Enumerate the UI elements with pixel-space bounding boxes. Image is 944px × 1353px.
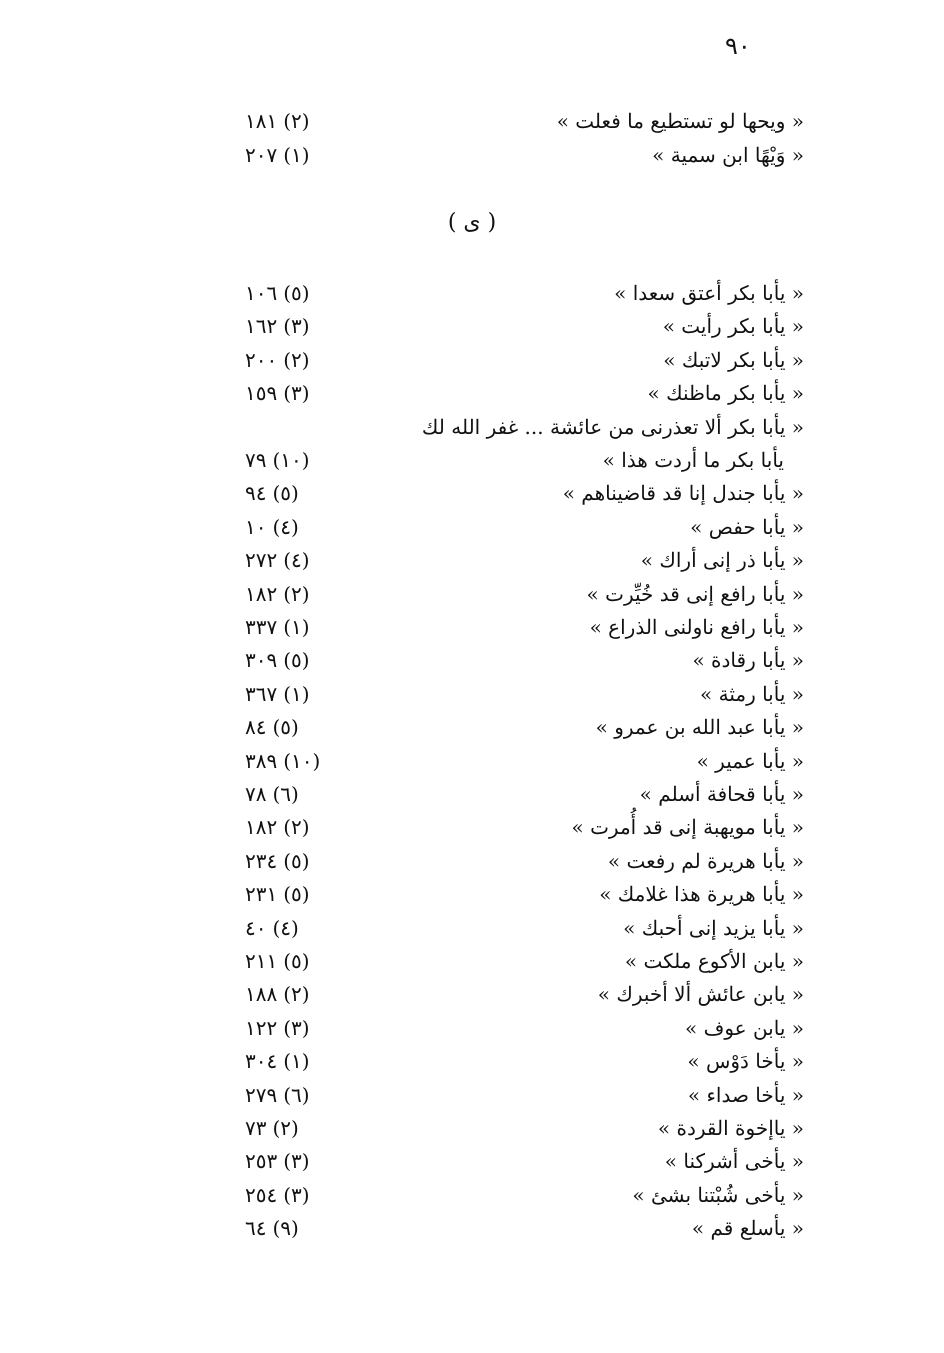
page-reference: ٢٠٠ — [245, 347, 278, 372]
page-reference: ٢٥٤ — [245, 1182, 278, 1207]
entry-reference — [245, 278, 350, 308]
entry-reference — [245, 1046, 350, 1076]
page-reference: ١٨٢ — [245, 581, 278, 606]
entry-text: « يأخى شُبْتنا بشئ » — [632, 1182, 804, 1207]
index-entry — [0, 478, 944, 508]
entry-text: « وَيْهًا ابن سمية » — [652, 143, 804, 167]
index-entry — [0, 846, 944, 876]
volume-number: (٦) — [272, 782, 299, 806]
page-reference: ٢٥٣ — [245, 1149, 278, 1174]
page-reference: ٢٠٧ — [245, 143, 278, 167]
entry-text: « يأبا جندل إنا قد قاضيناهم » — [562, 481, 804, 506]
volume-number: (١) — [283, 615, 310, 639]
entry-text: « يأبا هريرة لم رفعت » — [607, 848, 804, 873]
entry-text: « يأبا قحافة أسلم » — [639, 782, 804, 806]
index-entry — [0, 946, 944, 976]
entry-reference — [245, 311, 350, 341]
entry-reference — [245, 545, 350, 575]
entry-text: « يأبا مويهبة إنى قد أُمرت » — [571, 815, 804, 840]
entry-reference — [245, 712, 350, 742]
volume-number: (١٠) — [272, 448, 310, 472]
entry-reference — [245, 1080, 350, 1110]
page-reference: ١٠ — [245, 514, 267, 539]
page-reference: ٣٨٩ — [245, 748, 278, 773]
volume-number: (٥) — [272, 715, 299, 740]
entry-reference — [245, 478, 350, 508]
entry-reference — [245, 779, 350, 809]
volume-number: (٤) — [272, 915, 299, 940]
entry-reference — [245, 1213, 350, 1243]
page-reference: ٧٩ — [245, 448, 267, 472]
entry-reference — [245, 512, 350, 542]
volume-number: (٦) — [283, 1082, 310, 1107]
volume-number: (٢) — [283, 109, 310, 133]
volume-number: (١٠) — [283, 748, 321, 773]
index-entry — [0, 645, 944, 675]
index-entry — [0, 311, 944, 341]
page-reference: ٢٧٩ — [245, 1082, 278, 1107]
volume-number: (١) — [283, 1049, 310, 1074]
volume-number: (٣) — [283, 1149, 310, 1174]
index-entry — [0, 1013, 944, 1043]
index-entry — [0, 1213, 944, 1243]
page-reference: ٧٣ — [245, 1116, 267, 1140]
entry-reference — [245, 579, 350, 609]
index-entry — [0, 545, 944, 575]
entry-text: « يأبا هريرة هذا غلامك » — [599, 882, 804, 907]
entry-text: « يأبا ذر إنى أراك » — [640, 548, 804, 573]
entry-reference — [245, 979, 350, 1009]
volume-number: (٢) — [272, 1116, 299, 1140]
entry-text: « يابن عوف » — [685, 1015, 804, 1040]
index-entry — [0, 1080, 944, 1110]
volume-number: (٣) — [283, 1182, 310, 1207]
index-entry — [0, 712, 944, 742]
page-reference: ١٨١ — [245, 109, 278, 133]
page-reference: ٣٠٤ — [245, 1049, 278, 1074]
entry-reference — [245, 1146, 350, 1176]
page-reference: ١٠٦ — [245, 281, 278, 305]
page-reference: ٩٤ — [245, 481, 267, 506]
entry-text: « يأخى أشركنا » — [664, 1149, 804, 1174]
entry-reference — [245, 679, 350, 709]
page-reference: ٨٤ — [245, 715, 267, 740]
index-entry — [0, 445, 944, 475]
entry-reference — [245, 106, 350, 136]
volume-number: (٣) — [283, 1015, 310, 1040]
index-entry — [0, 278, 944, 308]
index-entry — [0, 345, 944, 375]
index-entry — [0, 812, 944, 842]
page-number: ٩٠ — [725, 32, 751, 60]
entry-reference — [245, 879, 350, 909]
entry-text: « يأبا رقادة » — [692, 648, 804, 673]
entry-text: « يأبا يزيد إنى أحبك » — [623, 915, 804, 940]
volume-number: (٢) — [283, 815, 310, 840]
entry-reference — [245, 345, 350, 375]
entry-reference — [245, 645, 350, 675]
volume-number: (٣) — [283, 314, 310, 339]
volume-number: (١) — [283, 143, 310, 167]
volume-number: (٤) — [283, 548, 310, 573]
page-reference: ١٨٨ — [245, 982, 278, 1007]
index-entry — [0, 106, 944, 136]
entry-text: « يابن الأكوع ملكت » — [624, 949, 804, 973]
index-entry — [0, 378, 944, 408]
volume-number: (٢) — [283, 347, 310, 372]
index-entry — [0, 1046, 944, 1076]
entry-text: « يأبا بكر رأيت » — [662, 314, 804, 339]
volume-number: (٤) — [272, 514, 299, 539]
index-entry — [0, 512, 944, 542]
entry-text: « يأبا عبد الله بن عمرو » — [595, 715, 804, 740]
entry-text: « يأبا بكر ماظنك » — [647, 381, 804, 406]
index-entry — [0, 779, 944, 809]
index-entry — [0, 579, 944, 609]
index-entry — [0, 140, 944, 170]
entry-text: « ويحها لو تستطيع ما فعلت » — [556, 109, 804, 133]
entry-reference — [245, 846, 350, 876]
volume-number: (٩) — [272, 1216, 299, 1241]
page-reference: ٢٧٢ — [245, 548, 278, 573]
volume-number: (١) — [283, 681, 310, 706]
page-reference: ٤٠ — [245, 915, 267, 940]
page-reference: ٢٣١ — [245, 882, 278, 907]
volume-number: (٥) — [283, 949, 310, 973]
entry-text: « يأبا رافع ناولنى الذراع » — [589, 615, 804, 639]
volume-number: (٥) — [283, 281, 310, 305]
entry-text: « يأخا دَوْس » — [687, 1049, 804, 1074]
index-entry — [0, 879, 944, 909]
entry-text: « يأبا حفص » — [690, 514, 804, 539]
entry-text: « يأبا بكر لاتبك » — [663, 347, 804, 372]
entry-reference — [245, 913, 350, 943]
entry-reference — [245, 1113, 350, 1143]
page-reference: ١٨٢ — [245, 815, 278, 840]
page-reference: ٣٣٧ — [245, 615, 278, 639]
volume-number: (٥) — [283, 882, 310, 907]
page-reference: ١٥٩ — [245, 381, 278, 406]
volume-number: (٢) — [283, 982, 310, 1007]
volume-number: (٣) — [283, 381, 310, 406]
entry-text: « يأبا رافع إنى قد خُيِّرت » — [586, 581, 804, 606]
section-header: ( ى ) — [447, 210, 497, 235]
entry-text: يأبا بكر ما أردت هذا » — [602, 448, 784, 472]
page-reference: ١٢٢ — [245, 1015, 278, 1040]
index-entry — [0, 679, 944, 709]
entry-reference — [245, 746, 350, 776]
volume-number: (٥) — [272, 481, 299, 506]
entry-text: « يأبا بكر أعتق سعدا » — [614, 281, 804, 305]
entry-reference — [245, 378, 350, 408]
index-entry — [0, 412, 944, 442]
page-reference: ١٦٢ — [245, 314, 278, 339]
entry-text: « يأبا بكر ألا تعذرنى من عائشة ... غفر الله لك — [421, 414, 804, 439]
entry-text: « يابن عائش ألا أخبرك » — [597, 982, 804, 1007]
index-entry — [0, 612, 944, 642]
page-reference: ٧٨ — [245, 782, 267, 806]
entry-text: « يأبا رمثة » — [700, 681, 804, 706]
page-reference: ٣٦٧ — [245, 681, 278, 706]
index-entry — [0, 913, 944, 943]
entry-text: « يأبا عمير » — [696, 748, 804, 773]
index-entry — [0, 746, 944, 776]
page-reference: ٢١١ — [245, 949, 278, 973]
entry-reference — [245, 140, 350, 170]
volume-number: (٢) — [283, 581, 310, 606]
entry-text: « ياإخوة القردة » — [657, 1116, 804, 1140]
entry-reference — [245, 445, 350, 475]
page-reference: ٢٣٤ — [245, 848, 278, 873]
entry-reference — [245, 1180, 350, 1210]
index-entry — [0, 1180, 944, 1210]
entry-reference — [245, 946, 350, 976]
page-reference: ٣٠٩ — [245, 648, 278, 673]
index-entry — [0, 979, 944, 1009]
entry-text: « يأسلع قم » — [691, 1216, 804, 1241]
entry-reference — [245, 1013, 350, 1043]
index-entry — [0, 1113, 944, 1143]
volume-number: (٥) — [283, 848, 310, 873]
index-entry — [0, 1146, 944, 1176]
entry-reference — [245, 612, 350, 642]
entry-reference — [245, 812, 350, 842]
entry-text: « يأخا صداء » — [687, 1082, 804, 1107]
volume-number: (٥) — [283, 648, 310, 673]
page-reference: ٦٤ — [245, 1216, 267, 1241]
